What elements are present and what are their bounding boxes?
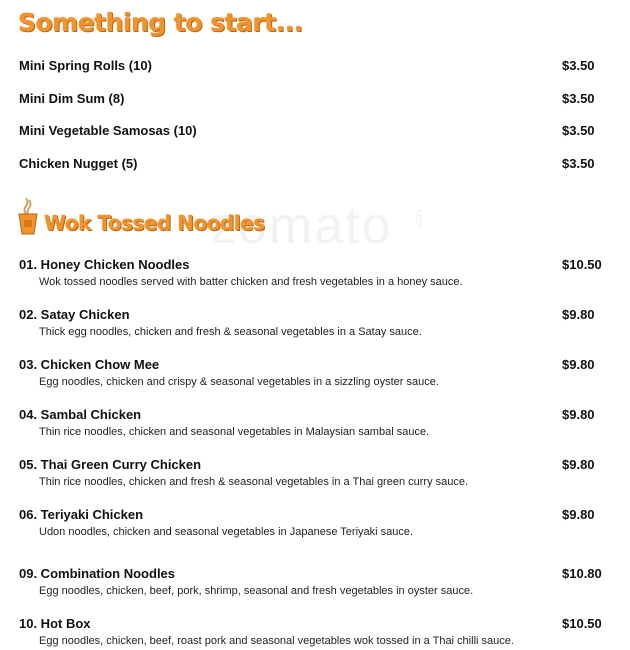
item-description: Thin rice noodles, chicken and seasonal vegetables in Malaysian sambal sauce.: [39, 426, 430, 438]
item-name: Mini Spring Rolls (10): [19, 58, 152, 73]
item-name: 10. Hot Box: [19, 616, 91, 631]
item-name: 05. Thai Green Curry Chicken: [19, 457, 202, 472]
section-title-noodles: Wok Tossed Noodles: [44, 211, 265, 235]
noodle-box-icon: [17, 196, 39, 236]
section-title-starters: Something to start...: [18, 8, 303, 37]
item-name: 04. Sambal Chicken: [19, 407, 142, 422]
item-name: 03. Chicken Chow Mee: [19, 357, 160, 372]
item-price: $3.50: [562, 58, 595, 73]
watermark-suffix: .com: [413, 206, 425, 229]
item-name: 06. Teriyaki Chicken: [19, 507, 144, 522]
item-description: Thin rice noodles, chicken and fresh & seasonal vegetables in a Thai green curry sauce.: [39, 476, 469, 488]
item-name: Mini Dim Sum (8): [19, 91, 125, 106]
item-name: 02. Satay Chicken: [19, 307, 130, 322]
item-price: $9.80: [562, 307, 595, 322]
item-price: $9.80: [562, 507, 595, 522]
item-description: Egg noodles, chicken, beef, pork, shrimp, seasonal and fresh vegetables in oyster sauce.: [39, 585, 474, 597]
item-price: $10.50: [562, 257, 602, 272]
item-price: $3.50: [562, 123, 595, 138]
watermark-logo: zomato: [210, 197, 393, 255]
item-price: $10.50: [562, 616, 602, 631]
item-price: $3.50: [562, 156, 595, 171]
item-description: Wok tossed noodles served with batter chicken and fresh vegetables in a honey sauce.: [39, 276, 463, 288]
item-price: $9.80: [562, 357, 595, 372]
item-price: $3.50: [562, 91, 595, 106]
item-description: Egg noodles, chicken and crispy & seasonal vegetables in a sizzling oyster sauce.: [39, 376, 439, 388]
item-description: Thick egg noodles, chicken and fresh & seasonal vegetables in a Satay sauce.: [39, 326, 422, 338]
item-description: Udon noodles, chicken and seasonal vegetables in Japanese Teriyaki sauce.: [39, 526, 414, 538]
item-price: $9.80: [562, 457, 595, 472]
item-name: Chicken Nugget (5): [19, 156, 138, 171]
item-description: Egg noodles, chicken, beef, roast pork and seasonal vegetables wok tossed in a Thai chilli sauce.: [39, 635, 514, 647]
item-name: 09. Combination Noodles: [19, 566, 176, 581]
item-price: $10.80: [562, 566, 602, 581]
item-name: 01. Honey Chicken Noodles: [19, 257, 190, 272]
item-name: Mini Vegetable Samosas (10): [19, 123, 197, 138]
item-price: $9.80: [562, 407, 595, 422]
